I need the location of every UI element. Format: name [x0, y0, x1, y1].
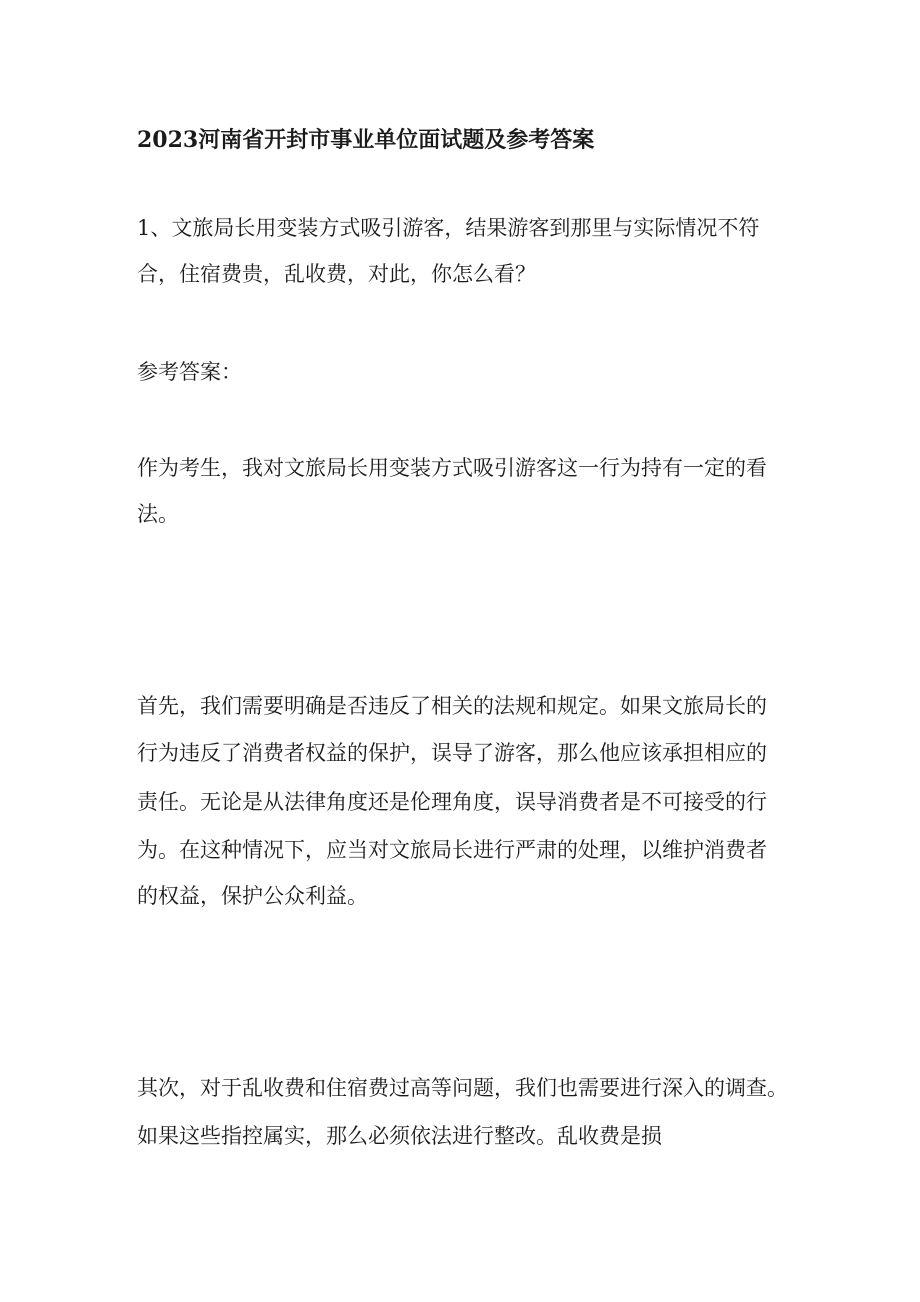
first-paragraph-line-2: 行为违反了消费者权益的保护，误导了游客，那么他应该承担相应的 [137, 741, 767, 765]
first-paragraph-line-1: 首先，我们需要明确是否违反了相关的法规和规定。如果文旅局长的 [137, 694, 767, 718]
question-line-1: 1、文旅局长用变装方式吸引游客，结果游客到那里与实际情况不符 [137, 216, 760, 240]
first-paragraph-line-5: 的权益，保护公众利益。 [137, 884, 368, 908]
intro-line-1: 作为考生，我对文旅局长用变装方式吸引游客这一行为持有一定的看 [137, 456, 767, 480]
second-paragraph-line-1: 其次，对于乱收费和住宿费过高等问题，我们也需要进行深入的调查。 [137, 1076, 788, 1100]
question-line-2: 合，住宿费贵，乱收费，对此，你怎么看？ [137, 262, 536, 286]
second-paragraph-line-2: 如果这些指控属实，那么必须依法进行整改。乱收费是损 [137, 1124, 662, 1148]
first-paragraph-line-3: 责任。无论是从法律角度还是伦理角度，误导消费者是不可接受的行 [137, 790, 767, 814]
document-title: 2023河南省开封市事业单位面试题及参考答案 [137, 127, 595, 153]
first-paragraph-line-4: 为。在这种情况下，应当对文旅局长进行严肃的处理，以维护消费者 [137, 838, 767, 862]
answer-label: 参考答案： [137, 360, 242, 384]
intro-line-2: 法。 [137, 502, 179, 526]
